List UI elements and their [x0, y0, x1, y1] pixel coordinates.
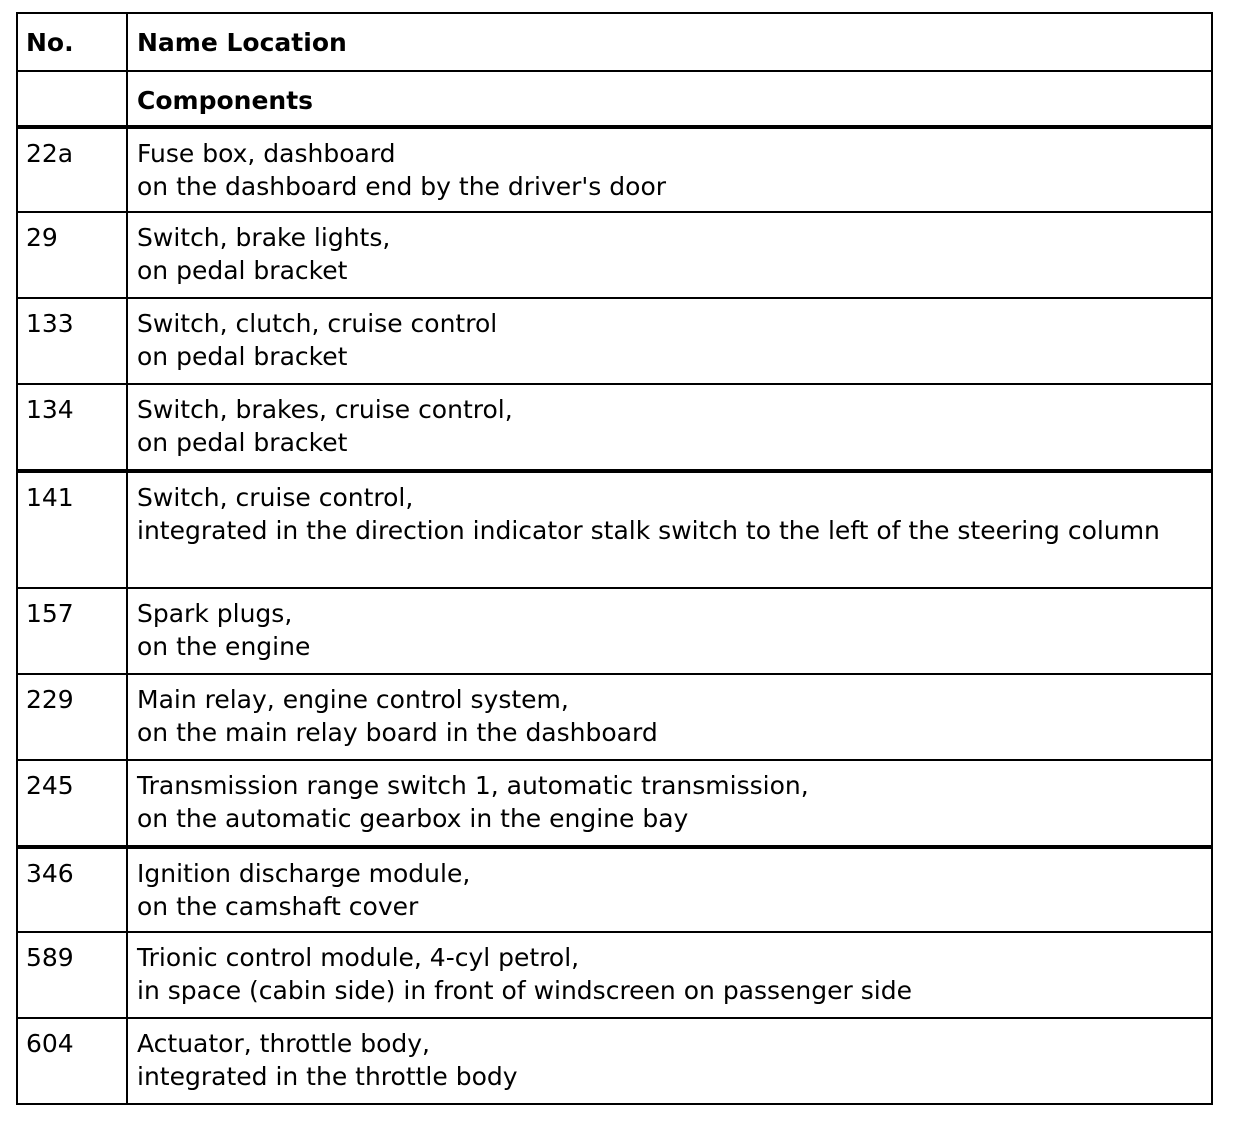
- section-no-cell: [18, 72, 128, 125]
- component-number: 133: [18, 299, 128, 383]
- component-location: on the main relay board in the dashboard: [137, 718, 658, 747]
- column-header-name-location: Name Location: [137, 28, 347, 57]
- components-table: [16, 12, 1213, 1105]
- component-description: [128, 473, 1211, 587]
- component-location: on the dashboard end by the driver's door: [137, 172, 667, 201]
- table-row: [18, 1017, 1211, 1103]
- table-row: [18, 931, 1211, 1017]
- component-number: 29: [18, 213, 128, 297]
- component-location: on the engine: [137, 632, 311, 661]
- component-name: Actuator, throttle body,: [137, 1029, 430, 1058]
- table-row: [18, 211, 1211, 297]
- component-name: Spark plugs,: [137, 599, 293, 628]
- component-number: 346: [18, 849, 128, 931]
- component-name: Ignition discharge module,: [137, 859, 471, 888]
- component-number: 245: [18, 761, 128, 845]
- component-location: on the camshaft cover: [137, 892, 419, 921]
- table-row: [18, 297, 1211, 383]
- component-number: 604: [18, 1019, 128, 1103]
- table-row: [18, 759, 1211, 845]
- component-location: on pedal bracket: [137, 256, 348, 285]
- component-name: Main relay, engine control system,: [137, 685, 569, 714]
- component-location: in space (cabin side) in front of windscreen on passenger side: [137, 976, 912, 1005]
- component-location: integrated in the throttle body: [137, 1062, 518, 1091]
- component-description: [128, 299, 1211, 383]
- component-name: Fuse box, dashboard: [137, 139, 396, 168]
- table-row: [18, 587, 1211, 673]
- column-header-no: No.: [18, 14, 128, 70]
- component-description: [128, 933, 1211, 1017]
- component-description: [128, 849, 1211, 931]
- component-number: 589: [18, 933, 128, 1017]
- component-number: 141: [18, 473, 128, 587]
- component-location: on pedal bracket: [137, 342, 348, 371]
- table-row: [18, 125, 1211, 211]
- component-name: Switch, brake lights,: [137, 223, 391, 252]
- component-description: [128, 1019, 1211, 1103]
- section-label: Components: [137, 86, 314, 115]
- component-description: [128, 589, 1211, 673]
- component-location: on the automatic gearbox in the engine bay: [137, 804, 689, 833]
- table-header-row: [18, 14, 1211, 70]
- table-row: [18, 845, 1211, 931]
- component-number: 157: [18, 589, 128, 673]
- component-name: Switch, brakes, cruise control,: [137, 395, 513, 424]
- component-number: 134: [18, 385, 128, 469]
- component-description: [128, 213, 1211, 297]
- component-name: Switch, cruise control,: [137, 483, 414, 512]
- section-row-components: [18, 70, 1211, 125]
- component-location: integrated in the direction indicator stalk switch to the left of the steering column: [137, 516, 1160, 545]
- component-description: [128, 761, 1211, 845]
- component-description: [128, 129, 1211, 211]
- table-row: [18, 383, 1211, 469]
- component-description: [128, 385, 1211, 469]
- component-location: on pedal bracket: [137, 428, 348, 457]
- component-name: Transmission range switch 1, automatic transmission,: [137, 771, 809, 800]
- component-number: 22a: [18, 129, 128, 211]
- component-name: Trionic control module, 4-cyl petrol,: [137, 943, 580, 972]
- table-row: [18, 673, 1211, 759]
- table-row: [18, 469, 1211, 587]
- component-description: [128, 675, 1211, 759]
- component-number: 229: [18, 675, 128, 759]
- component-name: Switch, clutch, cruise control: [137, 309, 498, 338]
